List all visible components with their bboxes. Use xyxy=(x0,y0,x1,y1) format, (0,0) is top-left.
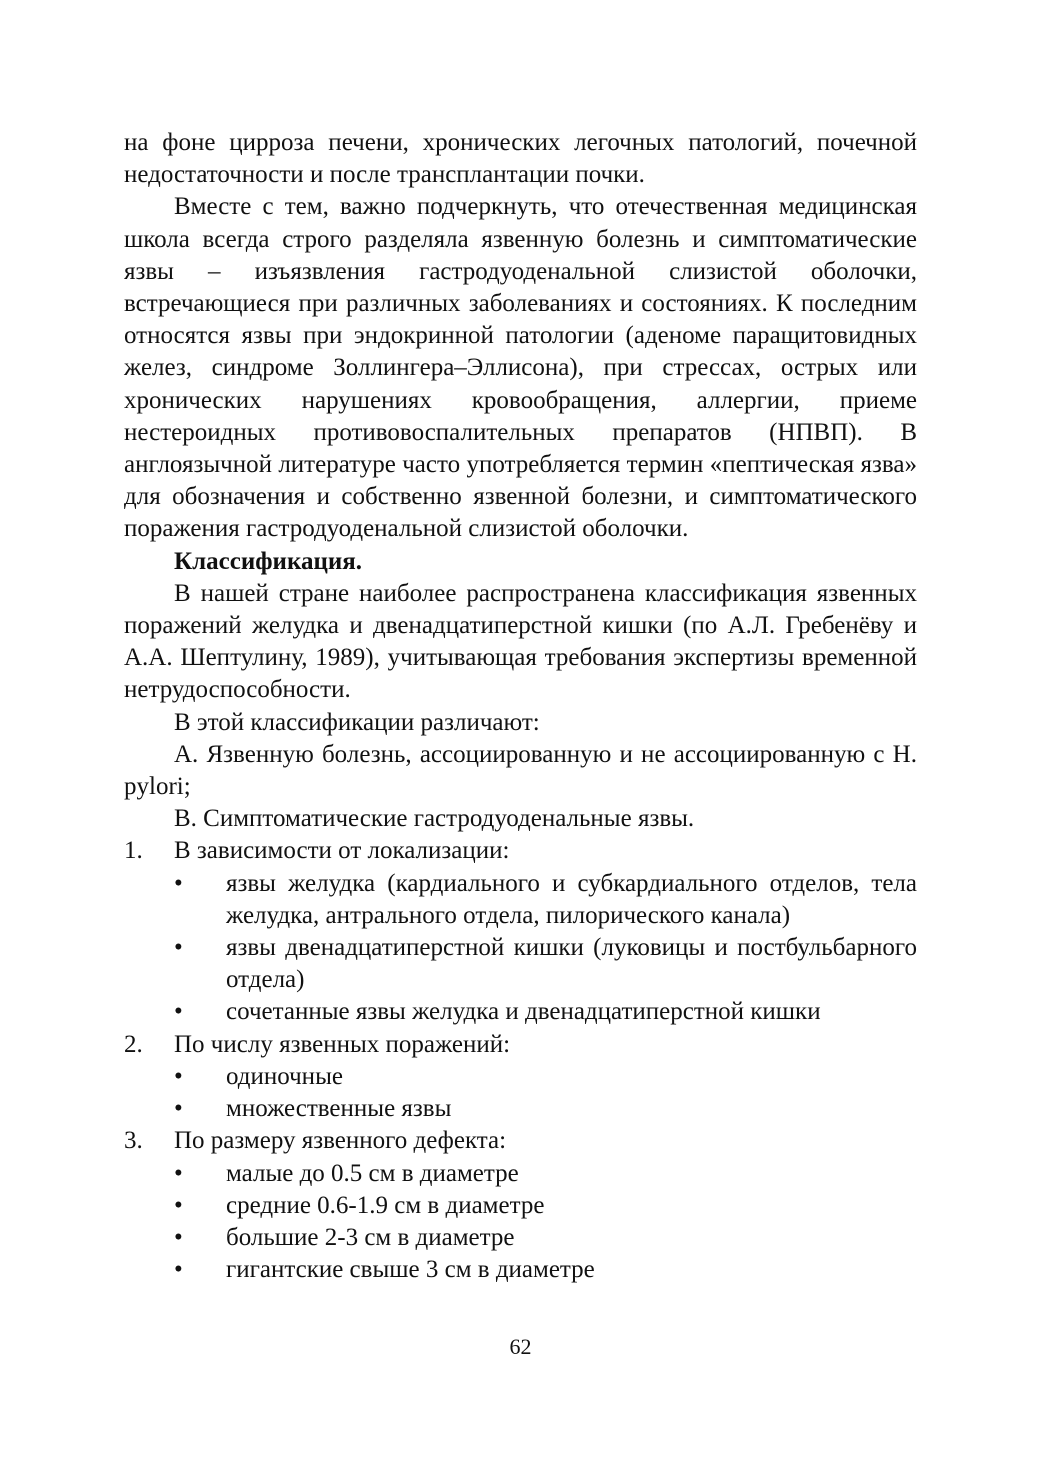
paragraph-continuation: на фоне цирроза печени, хронических легочных патологий, почечной недостаточности и после трансплантации почки. xyxy=(124,129,917,189)
bullet-icon: • xyxy=(174,998,183,1026)
bullet-icon: • xyxy=(174,1095,183,1123)
list-item: • гигантские свыше 3 см в диаметре xyxy=(124,1254,917,1286)
item-label: В зависимости от локализации: xyxy=(174,837,510,865)
item-label: По числу язвенных поражений: xyxy=(174,1030,511,1058)
page-number: 62 xyxy=(509,1334,532,1359)
page-content xyxy=(124,127,917,1286)
paragraph-item-b: В. Симптоматические гастродуоденальные язвы. xyxy=(174,805,695,833)
bullet-icon: • xyxy=(174,1159,183,1187)
bullet-icon: • xyxy=(174,934,183,962)
list-group-count xyxy=(124,1029,917,1126)
list-item: • сочетанные язвы желудка и двенадцатиперстной кишки xyxy=(124,996,917,1028)
paragraph-distinguish: В этой классификации различают: xyxy=(174,708,540,736)
section-heading: Классификация. xyxy=(174,547,363,575)
numbered-item xyxy=(124,1029,917,1061)
bullet-icon: • xyxy=(174,1062,183,1090)
item-number: 2. xyxy=(124,1030,143,1058)
list-item: • язвы желудка (кардиального и субкардиального отделов, тела желудка, антрального отдела, пилорического канала) xyxy=(174,869,917,929)
list-item: • средние 0.6-1.9 см в диаметре xyxy=(124,1190,917,1222)
bullet-icon: • xyxy=(174,1191,183,1219)
numbered-item xyxy=(124,1125,917,1157)
paragraph-classification-intro: В нашей стране наиболее распространена классификация язвенных поражений желудка и двенадцатиперстной кишки (по А.Л. Гребенёву и А.А. Шептулину, 1989), учитывающая требования экспертизы временной нетрудоспособности. xyxy=(124,579,917,704)
numbered-item xyxy=(124,835,917,867)
list-item: • одиночные xyxy=(124,1061,917,1093)
list-item: • множественные язвы xyxy=(124,1093,917,1125)
list-group-localization xyxy=(124,835,917,1028)
bullet-list xyxy=(124,1158,917,1287)
paragraph-item-a: А. Язвенную болезнь, ассоциированную и не ассоциированную с H. pylori; xyxy=(124,740,917,801)
list-item: • большие 2-3 см в диаметре xyxy=(124,1222,917,1254)
bullet-icon: • xyxy=(174,1256,183,1284)
paragraph-symptomatic-ulcers: Вместе с тем, важно подчеркнуть, что отечественная медицинская школа всегда строго разделяла язвенную болезнь и симптоматические язвы – изъязвления гастродуоденальной слизистой оболочки, встречающиеся при различных заболеваниях и состояниях. К последним относятся язвы при эндокринной патологии (аденоме паращитовидных желез, синдроме Золлингера–Эллисона), при стрессах, острых или хронических нарушениях кровообращения, аллергии, приеме нестероидных противовоспалительных препаратов (НПВП). В англоязычной литературе часто употребляется термин «пептическая язва» для обозначения и собственно язвенной болезни, и симптоматического поражения гастродуоденальной слизистой оболочки. xyxy=(124,193,917,543)
bullet-list xyxy=(124,868,917,1029)
list-item: • язвы двенадцатиперстной кишки (луковицы и постбульбарного отдела) xyxy=(174,934,917,994)
item-number: 3. xyxy=(124,1127,143,1155)
list-item: • малые до 0.5 см в диаметре xyxy=(124,1158,917,1190)
bullet-list xyxy=(124,1061,917,1125)
bullet-icon: • xyxy=(174,869,183,897)
item-number: 1. xyxy=(124,837,143,865)
bullet-icon: • xyxy=(174,1223,183,1251)
list-group-size xyxy=(124,1125,917,1286)
item-label: По размеру язвенного дефекта: xyxy=(174,1127,507,1155)
